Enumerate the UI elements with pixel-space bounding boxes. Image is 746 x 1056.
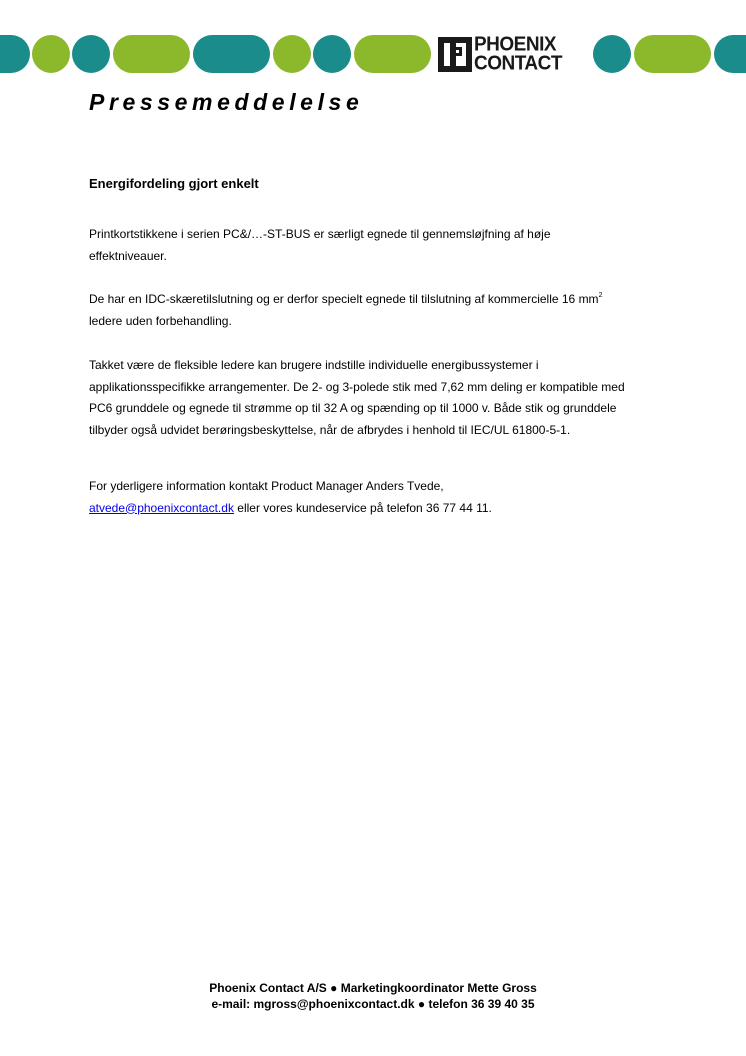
green-pill [634, 35, 711, 73]
header-decoration [0, 0, 746, 80]
paragraph-1 [89, 224, 629, 267]
teal-circle [313, 35, 351, 73]
logo-text-phoenix: PHOENIX [474, 33, 557, 56]
teal-circle [72, 35, 110, 73]
paragraph-4 [89, 476, 629, 519]
contact-phone-text: eller vores kundeservice på telefon 36 77 44 11. [233, 500, 492, 515]
paragraph-3 [89, 355, 629, 441]
paragraph-1-text: Printkortstikkene i serien PC&/…-ST-BUS er særligt egnede til gennemsløjfning af høje effektniveauer. [89, 227, 551, 263]
paragraph-2-end: ledere uden forbehandling. [89, 313, 232, 328]
paragraph-3-text: Takket være de fleksible ledere kan brugere indstille individuelle energibussystemer i applikationsspecifikke arrangementer. De 2- og 3-polede stik med 7,62 mm deling er kompatible med PC6 grunddele og egnede til strømme op til 32 A og spænding op til 1000 v. Både stik og grunddele tilbyder også udvidet berøringsbeskyttelse, når de afbrydes i henhold til IEC/UL 61800-5-1. [89, 358, 625, 437]
teal-pill [0, 35, 30, 73]
paragraph-2-text [89, 289, 629, 332]
teal-pill [193, 35, 270, 73]
paragraph-4-line1: For yderligere information kontakt Product Manager Anders Tvede, [89, 479, 444, 493]
teal-pill [714, 35, 746, 73]
article-title: Energifordeling gjort enkelt [89, 176, 259, 191]
teal-circle [593, 35, 631, 73]
green-circle [273, 35, 311, 73]
logo-text-contact: CONTACT [474, 52, 562, 75]
footer-line-2: e-mail: mgross@phoenixcontact.dk ● telefon 36 39 40 35 [211, 997, 535, 1011]
paragraph-4-line2 [89, 498, 629, 520]
superscript-2: 2 [598, 292, 603, 299]
green-circle [32, 35, 70, 73]
green-pill [113, 35, 190, 73]
paragraph-2-main: De har en IDC-skæretilslutning og er derfor specielt egnede til tilslutning af kommercielle 16 mm [89, 292, 599, 306]
phoenix-logo-mark-icon [438, 37, 472, 72]
page-heading: Pressemeddelelse [89, 89, 364, 115]
footer [0, 980, 746, 1012]
decorative-band [0, 35, 746, 73]
green-pill [354, 35, 431, 73]
contact-email-link[interactable]: atvede@phoenixcontact.dk [89, 500, 234, 515]
paragraph-2 [89, 289, 629, 332]
footer-line-1: Phoenix Contact A/S ● Marketingkoordinator Mette Gross [209, 981, 537, 995]
